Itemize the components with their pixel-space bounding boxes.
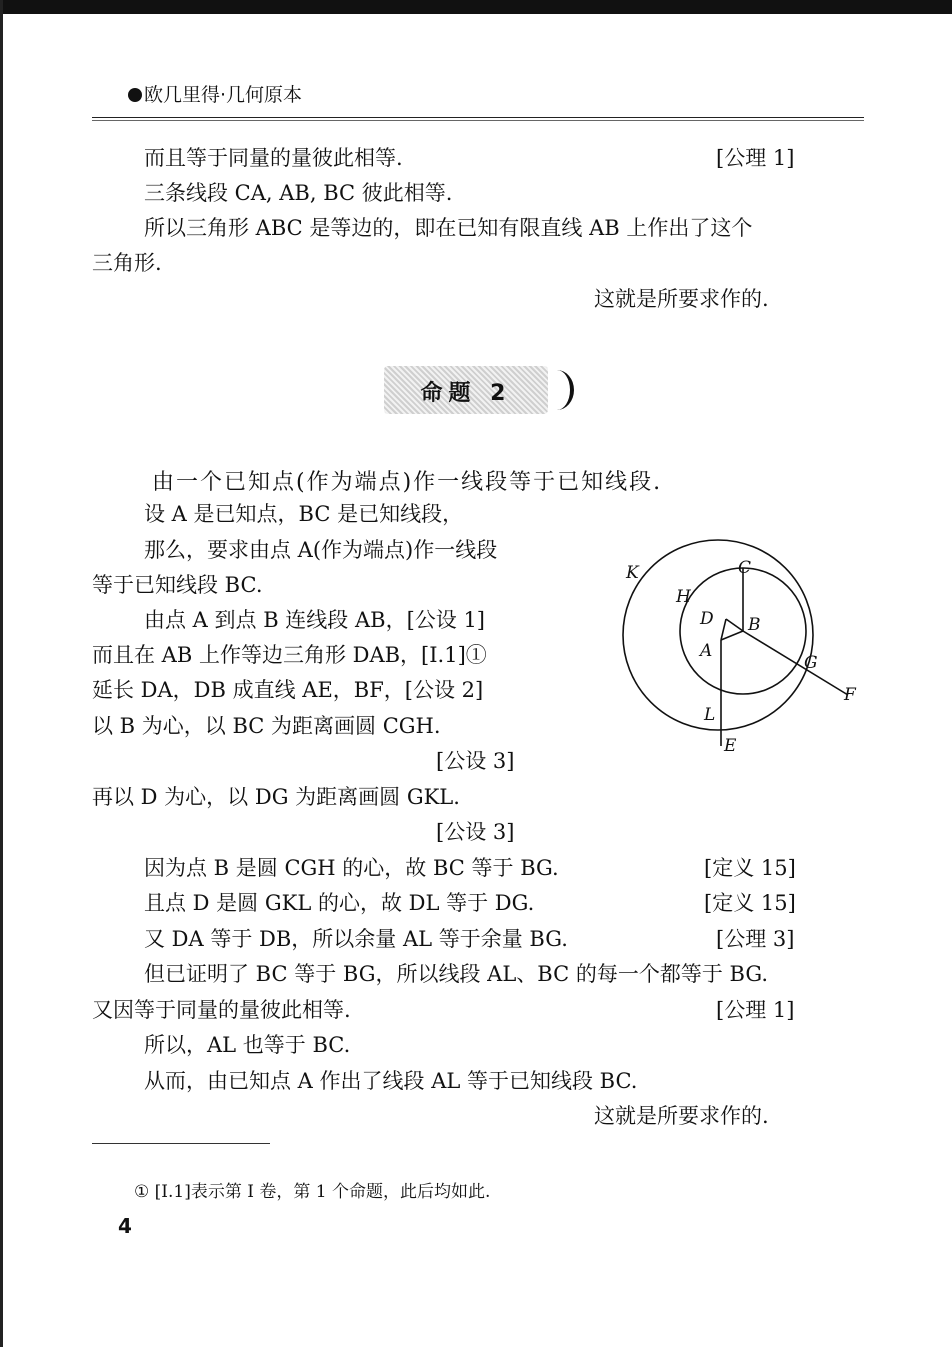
label-f: F — [844, 685, 856, 705]
qed: 这就是所要求作的. — [594, 1104, 769, 1128]
header-rule — [92, 117, 864, 118]
geometry-figure — [618, 532, 868, 762]
reference: [公理 1] — [716, 146, 795, 170]
text-line: 以 B 为心，以 BC 为距离画圆 CGH. — [92, 714, 441, 738]
reference: [公设 3] — [436, 749, 515, 773]
circle-gkl — [623, 540, 813, 730]
text-line: 等于已知线段 BC. — [92, 573, 263, 597]
segment-ab — [721, 631, 743, 640]
text-line: 因为点 B 是圆 CGH 的心，故 BC 等于 BG. — [144, 856, 559, 880]
text-line: 设 A 是已知点，BC 是已知线段， — [144, 502, 464, 526]
running-header — [128, 80, 302, 107]
reference: [公理 3] — [716, 927, 795, 951]
text-line: 所以三角形 ABC 是等边的，即在已知有限直线 AB 上作出了这个 — [144, 216, 753, 240]
proposition-banner — [384, 366, 548, 414]
text-line: 由点 A 到点 B 连线段 AB，[公设 1] — [144, 608, 485, 632]
label-c: C — [738, 558, 752, 578]
label-b: B — [748, 615, 761, 635]
label-a: A — [700, 641, 713, 661]
header-title: 欧几里得·几何原本 — [144, 84, 303, 106]
footnote-rule — [92, 1143, 270, 1144]
text-line: 那么，要求由点 A(作为端点)作一线段 — [144, 538, 498, 562]
text-line: 延长 DA，DB 成直线 AE，BF，[公设 2] — [92, 678, 484, 702]
proposition-label: 命题 2 — [420, 381, 512, 406]
page-number: 4 — [118, 1214, 132, 1238]
text-line: 且点 D 是圆 GKL 的心，故 DL 等于 DG. — [144, 891, 535, 915]
text-line: 三条线段 CA, AB, BC 彼此相等. — [144, 181, 453, 205]
line-bf — [743, 631, 848, 695]
footnote: ① [I.1]表示第 I 卷，第 1 个命题，此后均如此. — [134, 1182, 491, 1202]
label-g: G — [804, 653, 818, 673]
left-border — [0, 0, 3, 1347]
reference: [定义 15] — [704, 856, 796, 880]
banner-arc — [540, 370, 574, 410]
text-line: 而且在 AB 上作等边三角形 DAB，[I.1]① — [92, 643, 487, 667]
text-line: 但已证明了 BC 等于 BG，所以线段 AL、BC 的每一个都等于 BG. — [144, 962, 769, 986]
bullet-icon — [128, 88, 142, 102]
text-line: 所以，AL 也等于 BC. — [144, 1033, 351, 1057]
segment-da — [721, 619, 726, 640]
text-line: 而且等于同量的量彼此相等. — [144, 146, 403, 170]
reference: [公设 3] — [436, 820, 515, 844]
text-line: 又因等于同量的量彼此相等. — [92, 998, 351, 1022]
label-d: D — [700, 609, 714, 629]
text-line: 三角形. — [92, 251, 162, 275]
header-rule-thin — [92, 120, 864, 121]
text-line: 从而，由已知点 A 作出了线段 AL 等于已知线段 BC. — [144, 1069, 638, 1093]
label-h: H — [676, 587, 691, 607]
reference: [公理 1] — [716, 998, 795, 1022]
top-border — [0, 0, 952, 14]
proposition-statement: 由一个已知点(作为端点)作一线段等于已知线段. — [152, 470, 663, 495]
text-line: 再以 D 为心，以 DG 为距离画圆 GKL. — [92, 785, 460, 809]
label-l: L — [704, 705, 716, 725]
qed: 这就是所要求作的. — [594, 287, 769, 311]
label-k: K — [626, 563, 639, 583]
reference: [定义 15] — [704, 891, 796, 915]
segment-db — [726, 619, 743, 631]
label-e: E — [724, 736, 737, 756]
text-line: 又 DA 等于 DB，所以余量 AL 等于余量 BG. — [144, 927, 568, 951]
